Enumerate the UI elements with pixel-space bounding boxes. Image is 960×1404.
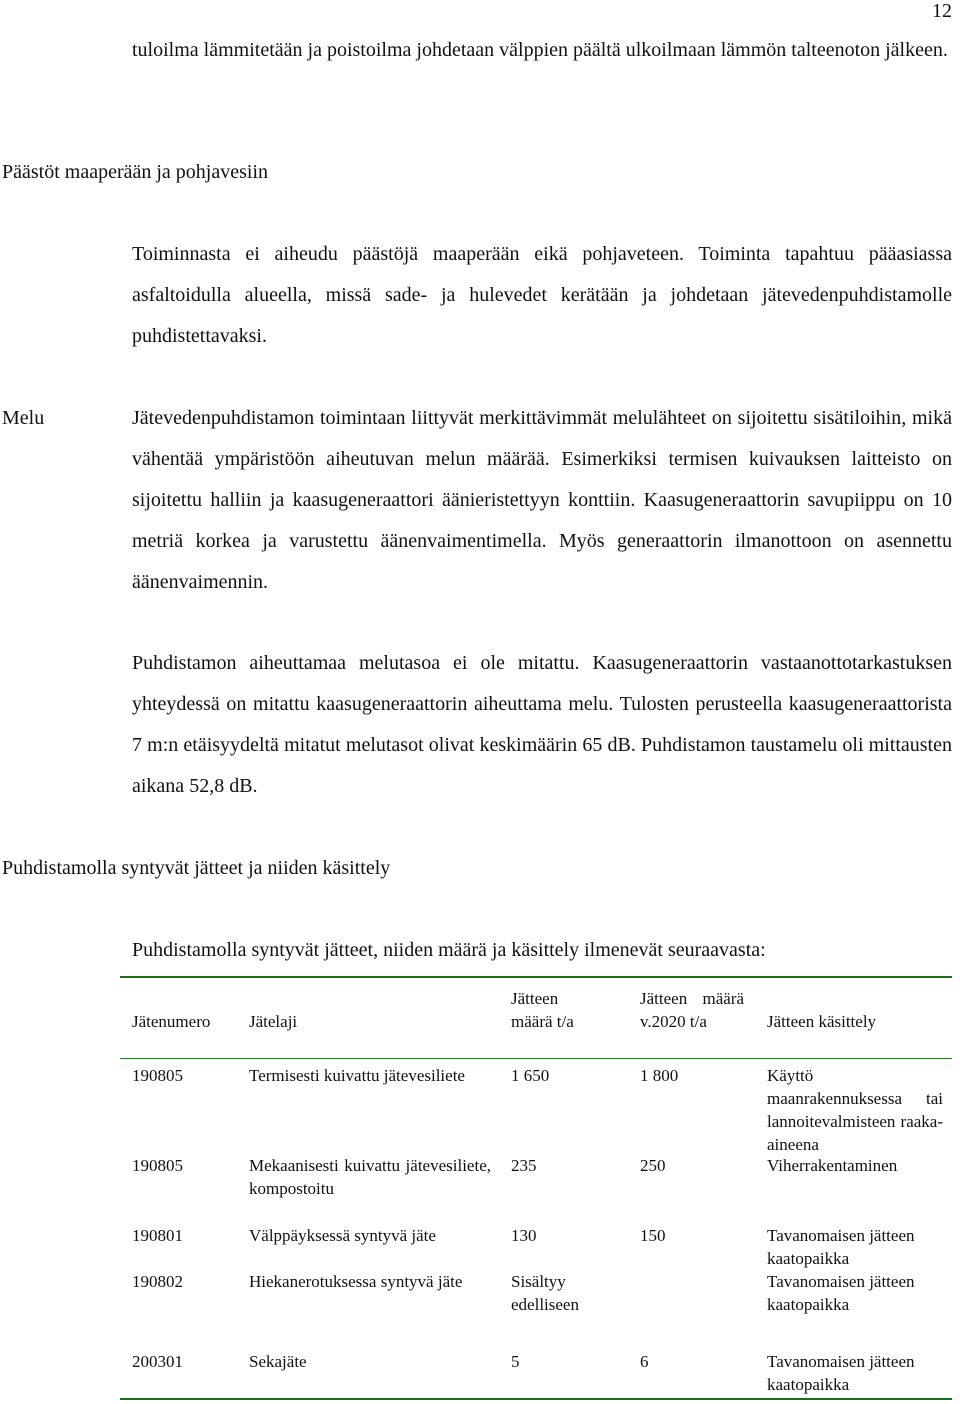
section-heading-soil: Päästöt maaperään ja pohjavesiin bbox=[2, 161, 269, 183]
noise-label: Melu bbox=[2, 407, 45, 429]
header-waste-type: Jätelaji bbox=[249, 1012, 298, 1031]
noise-paragraph-2: Puhdistamon aiheuttamaa melutasoa ei ole mitattu. Kaasugeneraattorin vastaanottotarkastuksen yhteydessä on mitattu kaasugeneraattorin aiheuttama melu. Tulosten perusteella kaasugeneraattorista 7 m:n etäisyydeltä mitatut melutasot olivat keskimäärin 65 dB. Puhdistamon taustamelu oli mittausten aikana 52,8 dB. bbox=[132, 652, 952, 797]
page-number: 12 bbox=[932, 0, 952, 22]
row-4-handling: Tavanomaisen jätteen kaatopaikka bbox=[767, 1272, 915, 1314]
table-bottom-rule bbox=[120, 1398, 952, 1400]
row-3-waste-type: Välppäyksessä syntyvä jäte bbox=[249, 1226, 436, 1245]
row-5-amount-2020: 6 bbox=[640, 1352, 649, 1371]
row-1-amount: 1 650 bbox=[511, 1066, 550, 1085]
row-3-amount: 130 bbox=[511, 1226, 537, 1245]
soil-paragraph: Toiminnasta ei aiheudu päästöjä maaperään eikä pohjaveteen. Toiminta tapahtuu pääasiassa asfaltoidulla alueella, missä sade- ja hulevedet kerätään ja johdetaan jätevedenpuhdistamolle puhdistettavaksi. bbox=[132, 243, 952, 347]
row-5-amount: 5 bbox=[511, 1352, 520, 1371]
row-4-waste-type: Hiekanerotuksessa syntyvä jäte bbox=[249, 1272, 463, 1291]
row-3-handling: Tavanomaisen jätteen kaatopaikka bbox=[767, 1226, 915, 1268]
header-handling: Jätteen käsittely bbox=[767, 1012, 877, 1031]
header-amount: Jätteen määrä t/a bbox=[511, 989, 574, 1031]
row-1-waste-number: 190805 bbox=[132, 1066, 183, 1085]
row-1-waste-type: Termisesti kuivattu jätevesiliete bbox=[249, 1066, 465, 1085]
intro-paragraph: tuloilma lämmitetään ja poistoilma johdetaan välppien päältä ulkoilmaan lämmön talteenoton jälkeen. bbox=[132, 39, 948, 61]
row-5-handling: Tavanomaisen jätteen kaatopaikka bbox=[767, 1352, 915, 1394]
noise-paragraph-1: Jätevedenpuhdistamon toimintaan liittyvät merkittävimmät melulähteet on sijoitettu sisätiloihin, mikä vähentää ympäristöön aiheutuvan melun määrää. Esimerkiksi termisen kuivauksen laitteisto on sijoitettu halliin ja kaasugeneraattori äänieristettyyn konttiin. Kaasugeneraattorin savupiippu on 10 metriä korkea ja varustettu äänenvaimentimella. Myös generaattorin ilmanottoon on asennettu äänenvaimennin. bbox=[132, 407, 952, 593]
waste-intro: Puhdistamolla syntyvät jätteet, niiden määrä ja käsittely ilmenevät seuraavasta: bbox=[132, 939, 766, 961]
row-2-amount: 235 bbox=[511, 1156, 537, 1175]
table-top-rule bbox=[120, 976, 952, 978]
row-5-waste-number: 200301 bbox=[132, 1352, 183, 1371]
table-header-rule bbox=[120, 1058, 952, 1059]
row-2-amount-2020: 250 bbox=[640, 1156, 666, 1175]
row-3-amount-2020: 150 bbox=[640, 1226, 666, 1245]
row-1-amount-2020: 1 800 bbox=[640, 1066, 679, 1085]
row-4-waste-number: 190802 bbox=[132, 1272, 183, 1291]
row-5-waste-type: Sekajäte bbox=[249, 1352, 307, 1371]
row-3-waste-number: 190801 bbox=[132, 1226, 183, 1245]
row-2-waste-type: Mekaanisesti kuivattu jätevesiliete, kompostoitu bbox=[249, 1156, 491, 1198]
row-1-handling: Käyttö maanrakennuksessa tai lannoitevalmisteen raaka-aineena bbox=[767, 1066, 943, 1154]
header-waste-number: Jätenumero bbox=[132, 1012, 211, 1031]
row-4-amount: Sisältyy edelliseen bbox=[511, 1272, 579, 1314]
row-2-waste-number: 190805 bbox=[132, 1156, 183, 1175]
header-amount-2020: Jätteen määrä v.2020 t/a bbox=[640, 989, 744, 1031]
section-heading-waste: Puhdistamolla syntyvät jätteet ja niiden käsittely bbox=[2, 857, 391, 879]
row-2-handling: Viherrakentaminen bbox=[767, 1156, 898, 1175]
